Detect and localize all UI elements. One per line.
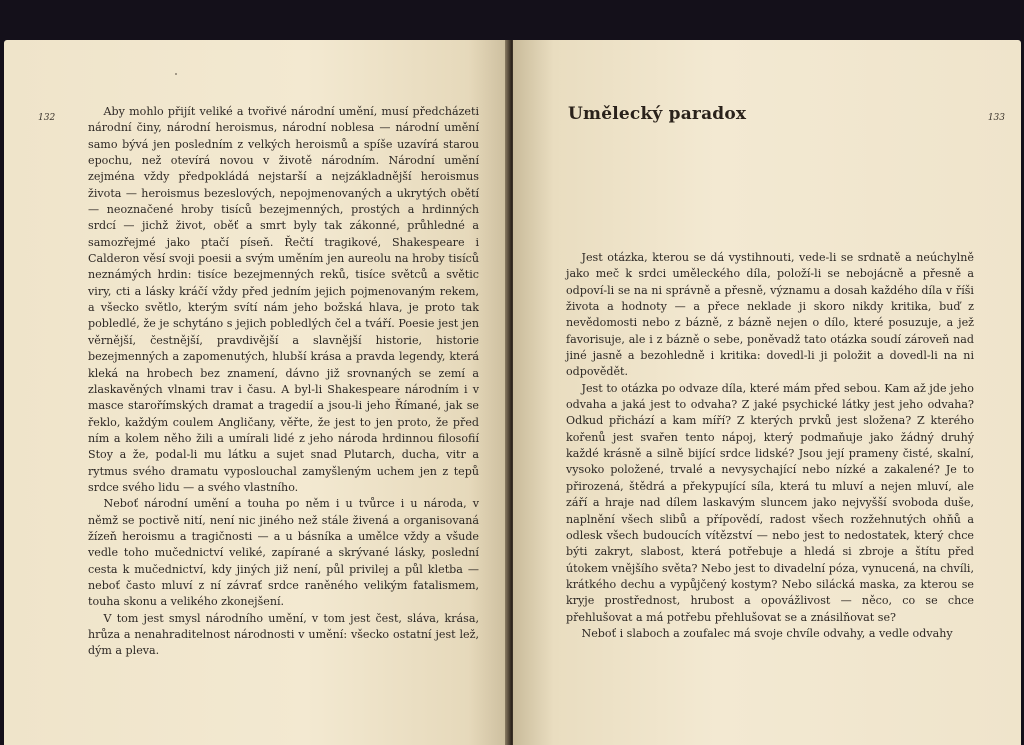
left-page <box>4 40 509 745</box>
ink-speck <box>175 73 177 75</box>
chapter-title: Umělecký paradox <box>568 104 747 124</box>
paragraph: Aby mohlo přijít veliké a tvořivé národní umění, musí předcházeti národní činy, národní heroismus, národní noblesa — národní umění samo bývá jen posledním z velkých heroismů a spíše uzavírá starou epochu, než otevírá novou v životě národním. Národní umění zejména vždy předpokládá nejstarší a nejzákladnější heroismus života — heroismus bezeslových, nepojmenovaných a ukrytých obětí — neoznačené hroby tisíců bezejmenných, prostých a hrdinných srdcí — jichž život, oběť a smrt byly tak zákonné, průhledné a samozřejmé jako ptačí píseň. Řečtí tragikové, Shakespeare i Calderon věsí svoji poesii a svým uměním jen aureolu na hroby tisíců neznámých hrdin: tisíce bezejmenných reků, tisíce světců a světic viry, cti a lásky kráčí vždy před jedním jejich pojmenovaným rekem, a všecko světlo, kterým svítí nám jeho božská hlava, je proto tak pobledlé, že je schytáno s jejich pobledlých čel a tváří. Poesie jest jen věrnější, čestnější, pravdivější a slavnější historie, historie bezejmenných a zapomenutých, hlubší krása a pravda legendy, která kleká na hrobech bez znamení, dávno již srovnaných se zemí a zlaskavěných vlnami trav i času. A byl-li Shakespeare národním i v masce starořímských dramat a tragedií a jsou-li jeho Římané, jak se řeklo, každým coulem Angličany, věřte, že jest to jen proto, že před ním a kolem něho žili a umírali lidé z jeho národa hrdinnou filosofií Stoy a že, podal-li mu látku a sujet snad Plutarch, ducha, vitr a rytmus svého dramatu vyposlouchal zamyšleným uchem jen z tepů srdce svého lidu — a svého vlastního. <box>88 105 479 494</box>
paragraph: Neboť i slaboch a zoufalec má svoje chvíle odvahy, a vedle odvahy <box>581 626 953 640</box>
paragraph: Jest otázka, kterou se dá vystihnouti, vede-li se srdnatě a neúchylně jako meč k srdci uměleckého díla, položí-li se nebojácně a přesně a odpoví-li se na ni správně a přesně, významu a dosah každého díla v říši života a hodnoty — a přece neklade ji skoro nikdy kritika, buď z nevědomosti nebo z bázně, z bázně nejen o dílo, které posuzuje, a jež favorisuje, ale i z bázně o sebe, poněvadž tato otázka soudí zároveň nad jiné jasně a bezohledně i kritika: dovedl-li ji položit a dovedl-li na ni odpovědět. <box>566 251 974 379</box>
paragraph: Jest to otázka po odvaze díla, které mám před sebou. Kam až jde jeho odvaha a jaká jest to odvaha? Z jaké psychické látky jest jeho odvaha? Odkud přichází a kam míří? Z kterých prvků jest složena? Z kterého kořenů jest svařen tento nápoj, který podmaňuje jako žádný druhý každé krásně a silně bijící srdce lidské? Jsou její prameny čisté, skalní, vysoko položené, trvalé a nevysychající nebo nízké a zakalené? Je to přirozená, štědrá a překypující síla, která tu mluví a nejen mluví, ale září a hraje nad dílem laskavým sluncem jako nejvyšší svoboda duše, naplnění všech slibů a přípovědí, radost všech rozžehnutých ohňů a odlesk všech budoucích vítězství — nebo jest to nedostatek, který chce býti zakryt, slabost, která potřebuje a hledá si zbroje a štítu před útokem vnějšího světa? Nebo jest to divadelní póza, vynucená, na chvíli, krátkého dechu a vypůjčený kostym? Nebo silácká maska, za kterou se kryje prostřednost, hrubost a opovážlivost — něco, co se chce přehlušovat a má potřebu přehlušovat se a znásilňovat se? <box>566 381 974 624</box>
page-number: 133 <box>987 113 1005 123</box>
paragraph: Neboť národní umění a touha po něm i u tvůrce i u národa, v němž se poctivě nití, není nic jiného než stále živená a organisovaná žízeň heroismu a tragičnosti — a u básníka a umělce vždy a všude vedle toho mučednictví veliké, zapírané a skrývané lásky, poslední cesta k mučednictví, kdy jiných již není, půl privilej a půl kletba — neboť často mluví z ní závrať srdce raněného velikým fatalismem, touha skonu a velikého zkonejšení. <box>88 497 479 609</box>
page-number: 132 <box>38 113 56 123</box>
left-page-text <box>88 104 479 660</box>
right-page-text <box>566 250 974 642</box>
right-page <box>513 40 1021 745</box>
book-spread <box>0 40 1024 745</box>
paragraph: V tom jest smysl národního umění, v tom jest čest, sláva, krása, hrůza a nenahraditelnost národnosti v umění: všecko ostatní jest lež, dým a pleva. <box>88 611 479 658</box>
